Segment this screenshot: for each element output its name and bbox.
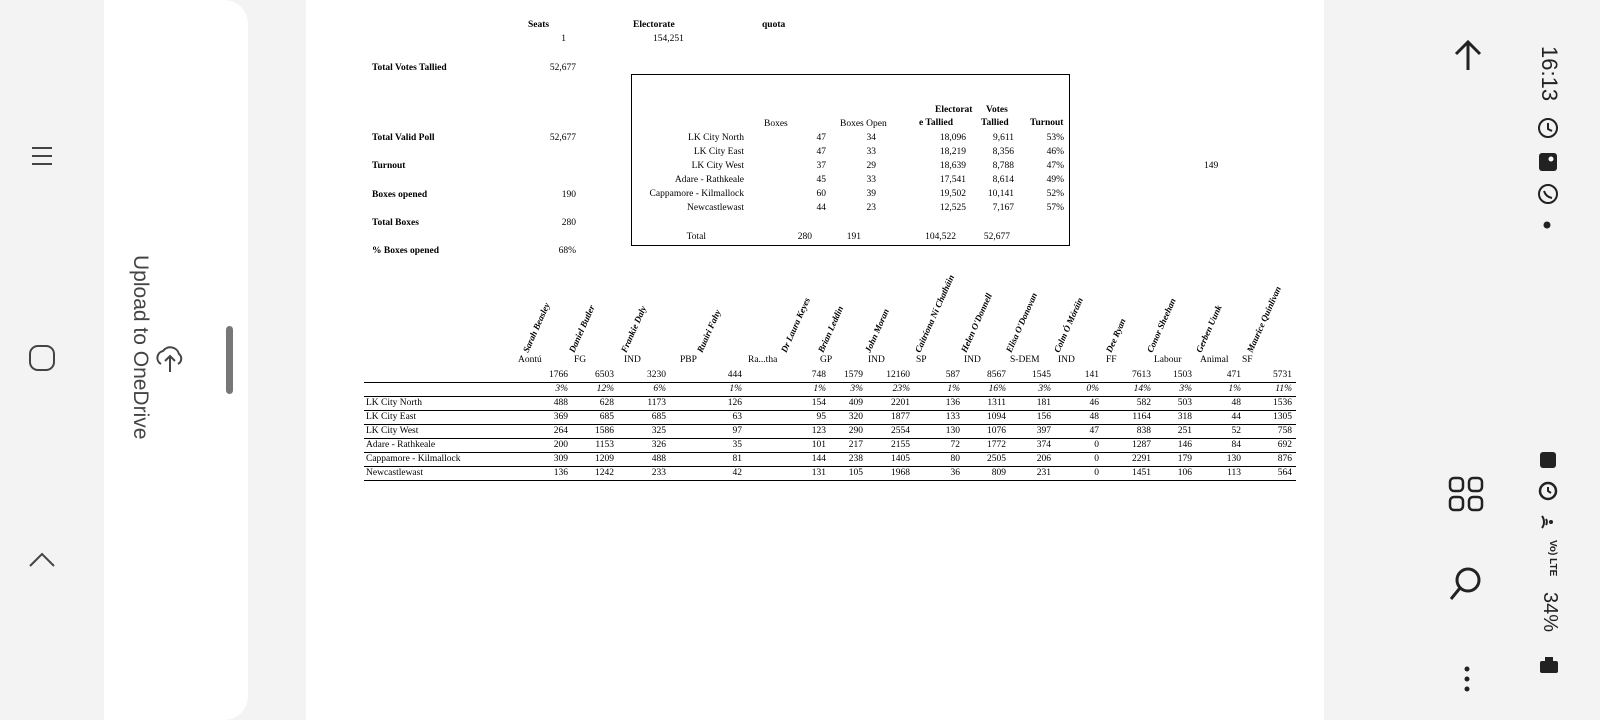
box-table-cell: 45 bbox=[816, 175, 826, 185]
clock: 16:13 bbox=[1537, 46, 1562, 102]
area-vote-cell: 46 bbox=[1089, 398, 1099, 408]
area-vote-cell: 44 bbox=[1231, 412, 1241, 422]
candidate-party: IND bbox=[624, 355, 641, 365]
area-vote-cell: 685 bbox=[651, 412, 666, 422]
candidate-pct: 0% bbox=[1086, 384, 1099, 394]
area-vote-cell: 1968 bbox=[891, 468, 910, 478]
area-label: LK City North bbox=[366, 398, 422, 408]
box-table-cell: 9,611 bbox=[992, 133, 1014, 143]
candidate-total: 6503 bbox=[595, 370, 614, 380]
area-vote-cell: 84 bbox=[1231, 440, 1241, 450]
search-icon[interactable] bbox=[1446, 564, 1486, 604]
total-boxes-label: Total Boxes bbox=[372, 218, 419, 228]
area-vote-cell: 1451 bbox=[1132, 468, 1151, 478]
area-vote-cell: 264 bbox=[553, 426, 568, 436]
candidate-name: Sarah Beasley bbox=[520, 301, 552, 354]
onedrive-label[interactable]: Upload to OneDrive bbox=[129, 255, 152, 440]
candidate-total: 1579 bbox=[844, 370, 863, 380]
box-table-cell: 53% bbox=[1046, 133, 1064, 143]
row-divider bbox=[364, 452, 1296, 453]
box-table-cell: 19,502 bbox=[939, 189, 966, 199]
alarm-icon bbox=[1536, 478, 1560, 502]
votes-tallied-header-2: Tallied bbox=[981, 118, 1009, 128]
box-table-cell: 47 bbox=[816, 133, 826, 143]
area-vote-cell: 97 bbox=[732, 426, 742, 436]
area-vote-cell: 488 bbox=[553, 398, 568, 408]
area-vote-cell: 1772 bbox=[987, 440, 1006, 450]
valid-poll-label: Total Valid Poll bbox=[372, 133, 435, 143]
row-divider bbox=[364, 480, 1296, 481]
area-vote-cell: 369 bbox=[553, 412, 568, 422]
area-vote-cell: 63 bbox=[732, 412, 742, 422]
candidate-total: 7613 bbox=[1132, 370, 1151, 380]
wifi-icon bbox=[1536, 510, 1560, 534]
menu-lines-icon bbox=[28, 142, 56, 170]
area-vote-cell: 409 bbox=[848, 398, 863, 408]
candidate-party: S-DEM bbox=[1010, 355, 1040, 365]
area-label: LK City East bbox=[366, 412, 417, 422]
area-vote-cell: 146 bbox=[1177, 440, 1192, 450]
area-vote-cell: 130 bbox=[945, 426, 960, 436]
candidate-pct: 3% bbox=[1179, 384, 1192, 394]
area-vote-cell: 397 bbox=[1036, 426, 1051, 436]
candidate-name: Helen O'Donnell bbox=[958, 291, 994, 354]
document-page bbox=[306, 0, 1324, 720]
box-table-cell: 34 bbox=[866, 133, 876, 143]
gallery-icon bbox=[1536, 150, 1560, 174]
box-table-cell: 8,788 bbox=[992, 161, 1014, 171]
box-table-cell: 33 bbox=[866, 175, 876, 185]
box-table-cell: 8,614 bbox=[992, 175, 1014, 185]
area-vote-cell: 35 bbox=[732, 440, 742, 450]
area-vote-cell: 2155 bbox=[891, 440, 910, 450]
area-vote-cell: 42 bbox=[732, 468, 742, 478]
candidate-party: SF bbox=[1242, 355, 1253, 365]
network-type: Vo) LTE bbox=[1547, 540, 1558, 577]
area-vote-cell: 758 bbox=[1277, 426, 1292, 436]
area-vote-cell: 217 bbox=[848, 440, 863, 450]
pct-boxes-value: 68% bbox=[558, 246, 576, 256]
candidate-pct: 3% bbox=[1038, 384, 1051, 394]
candidate-name: Colm Ó Móráin bbox=[1051, 296, 1086, 354]
area-vote-cell: 1153 bbox=[595, 440, 614, 450]
area-vote-cell: 1094 bbox=[987, 412, 1006, 422]
box-table-cell: 52% bbox=[1046, 189, 1064, 199]
candidate-party: Animal bbox=[1200, 355, 1229, 365]
box-table-cell: 33 bbox=[866, 147, 876, 157]
arrow-up-icon[interactable] bbox=[1448, 36, 1488, 76]
box-table-cell: 18,639 bbox=[939, 161, 966, 171]
area-vote-cell: 238 bbox=[848, 454, 863, 464]
area-vote-cell: 251 bbox=[1177, 426, 1192, 436]
area-vote-cell: 564 bbox=[1277, 468, 1292, 478]
candidate-pct: 1% bbox=[729, 384, 742, 394]
box-table-cell: 18,219 bbox=[939, 147, 966, 157]
area-vote-cell: 48 bbox=[1231, 398, 1241, 408]
candidate-name: Gerben Uunk bbox=[1193, 303, 1224, 354]
drag-handle[interactable] bbox=[226, 326, 233, 394]
area-vote-cell: 113 bbox=[1227, 468, 1241, 478]
area-vote-cell: 80 bbox=[950, 454, 960, 464]
box-total-cell: 52,677 bbox=[983, 232, 1010, 242]
area-vote-cell: 105 bbox=[848, 468, 863, 478]
total-votes-label: Total Votes Tallied bbox=[372, 63, 447, 73]
candidate-pct: 12% bbox=[596, 384, 614, 394]
candidate-pct: 1% bbox=[1228, 384, 1241, 394]
candidate-name: Brian Leddin bbox=[815, 304, 846, 354]
box-table-cell: 18,096 bbox=[939, 133, 966, 143]
candidate-total: 748 bbox=[811, 370, 826, 380]
row-divider bbox=[364, 466, 1296, 467]
area-vote-cell: 81 bbox=[732, 454, 742, 464]
area-vote-cell: 2554 bbox=[891, 426, 910, 436]
box-table-cell: 60 bbox=[816, 189, 826, 199]
candidate-total: 1545 bbox=[1032, 370, 1051, 380]
box-area-name: LK City West bbox=[691, 161, 744, 171]
candidate-party: PBP bbox=[680, 355, 697, 365]
area-vote-cell: 628 bbox=[599, 398, 614, 408]
votes-tallied-header: Votes bbox=[986, 105, 1008, 115]
area-vote-cell: 320 bbox=[848, 412, 863, 422]
seats-value: 1 bbox=[561, 34, 566, 44]
box-table-cell: 10,141 bbox=[987, 189, 1014, 199]
box-area-name: LK City East bbox=[693, 147, 744, 157]
area-vote-cell: 290 bbox=[848, 426, 863, 436]
candidate-total: 8567 bbox=[987, 370, 1006, 380]
box-table-cell: 57% bbox=[1046, 203, 1064, 213]
candidate-pct: 6% bbox=[653, 384, 666, 394]
box-table-cell: 47 bbox=[816, 147, 826, 157]
box-table-cell: 44 bbox=[816, 203, 826, 213]
candidate-pct: 1% bbox=[813, 384, 826, 394]
box-table-cell: 12,525 bbox=[939, 203, 966, 213]
boxes-opened-label: Boxes opened bbox=[372, 190, 428, 200]
candidate-name: Conor Sheehan bbox=[1144, 296, 1178, 354]
candidate-party: IND bbox=[1058, 355, 1075, 365]
box-table-cell: 7,167 bbox=[992, 203, 1014, 213]
candidate-name: Dee Ryan bbox=[1103, 316, 1128, 354]
area-vote-cell: 503 bbox=[1177, 398, 1192, 408]
more-options-icon[interactable] bbox=[1460, 664, 1474, 694]
area-vote-cell: 1877 bbox=[891, 412, 910, 422]
area-vote-cell: 1164 bbox=[1132, 412, 1151, 422]
candidate-name: Ruairi Fahy bbox=[694, 308, 723, 354]
area-vote-cell: 48 bbox=[1089, 412, 1099, 422]
area-vote-cell: 0 bbox=[1094, 454, 1099, 464]
candidate-pct: 3% bbox=[555, 384, 568, 394]
box-table-cell: 23 bbox=[866, 203, 876, 213]
candidate-total: 444 bbox=[727, 370, 742, 380]
candidate-party: FF bbox=[1106, 355, 1117, 365]
area-vote-cell: 1586 bbox=[595, 426, 614, 436]
home-square-icon bbox=[26, 342, 58, 374]
candidate-party: FG bbox=[574, 355, 587, 365]
area-vote-cell: 318 bbox=[1177, 412, 1192, 422]
area-vote-cell: 374 bbox=[1036, 440, 1051, 450]
candidate-name: Daniel Butler bbox=[566, 303, 597, 354]
area-vote-cell: 206 bbox=[1036, 454, 1051, 464]
candidate-total: 12160 bbox=[886, 370, 910, 380]
area-vote-cell: 101 bbox=[811, 440, 826, 450]
area-vote-cell: 1405 bbox=[891, 454, 910, 464]
boxes-opened-value: 190 bbox=[561, 190, 576, 200]
area-vote-cell: 231 bbox=[1036, 468, 1051, 478]
area-vote-cell: 144 bbox=[811, 454, 826, 464]
box-table-cell: 46% bbox=[1046, 147, 1064, 157]
home-button[interactable] bbox=[22, 338, 62, 378]
area-vote-cell: 130 bbox=[1226, 454, 1241, 464]
area-vote-cell: 136 bbox=[945, 398, 960, 408]
cloud-upload-icon[interactable] bbox=[152, 340, 188, 376]
area-vote-cell: 488 bbox=[651, 454, 666, 464]
candidate-name: Frankie Daly bbox=[618, 304, 649, 354]
area-vote-cell: 692 bbox=[1277, 440, 1292, 450]
area-vote-cell: 1305 bbox=[1273, 412, 1292, 422]
box-table-cell: 8,356 bbox=[992, 147, 1014, 157]
candidate-total: 1766 bbox=[549, 370, 568, 380]
area-vote-cell: 181 bbox=[1036, 398, 1051, 408]
area-vote-cell: 876 bbox=[1277, 454, 1292, 464]
area-vote-cell: 1242 bbox=[595, 468, 614, 478]
total-boxes-value: 280 bbox=[561, 218, 576, 228]
table-top-line bbox=[364, 382, 1296, 383]
box-table-cell: 39 bbox=[866, 189, 876, 199]
chevron-up-icon bbox=[26, 544, 58, 576]
sync-icon bbox=[1536, 116, 1560, 140]
area-vote-cell: 123 bbox=[811, 426, 826, 436]
area-vote-cell: 0 bbox=[1094, 468, 1099, 478]
electorate-value: 154,251 bbox=[653, 34, 684, 44]
side-number: 149 bbox=[1204, 161, 1219, 171]
candidate-pct: 23% bbox=[892, 384, 910, 394]
candidate-total: 141 bbox=[1084, 370, 1099, 380]
grid-icon[interactable] bbox=[1446, 474, 1486, 514]
area-vote-cell: 72 bbox=[950, 440, 960, 450]
quota-label: quota bbox=[762, 20, 786, 30]
area-vote-cell: 1076 bbox=[987, 426, 1006, 436]
candidate-pct: 11% bbox=[1275, 384, 1292, 394]
area-vote-cell: 154 bbox=[811, 398, 826, 408]
area-vote-cell: 156 bbox=[1036, 412, 1051, 422]
electorate-label: Electorate bbox=[633, 20, 675, 30]
back-button[interactable] bbox=[22, 540, 62, 580]
area-vote-cell: 126 bbox=[727, 398, 742, 408]
candidate-name: Dr Laura Keyes bbox=[778, 296, 812, 354]
table-top-line bbox=[364, 396, 1296, 397]
valid-poll-value: 52,677 bbox=[549, 133, 576, 143]
candidate-party: SP bbox=[916, 355, 927, 365]
area-vote-cell: 1173 bbox=[647, 398, 666, 408]
area-vote-cell: 1287 bbox=[1132, 440, 1151, 450]
box-area-name: Newcastlewast bbox=[687, 203, 744, 213]
area-vote-cell: 1311 bbox=[987, 398, 1006, 408]
box-total-cell: 104,522 bbox=[925, 232, 956, 242]
area-label: LK City West bbox=[366, 426, 419, 436]
area-vote-cell: 582 bbox=[1136, 398, 1151, 408]
battery-percent: 34% bbox=[1539, 592, 1561, 633]
box-area-name: Cappamore - Kilmallock bbox=[649, 189, 744, 199]
area-vote-cell: 95 bbox=[816, 412, 826, 422]
area-vote-cell: 106 bbox=[1177, 468, 1192, 478]
box-table-cell: 47% bbox=[1046, 161, 1064, 171]
turnout-header: Turnout bbox=[1030, 118, 1064, 128]
box-total-cell: 280 bbox=[797, 232, 812, 242]
right-action-bar bbox=[1424, 0, 1600, 720]
candidate-total: 3230 bbox=[647, 370, 666, 380]
total-votes-value: 52,677 bbox=[549, 63, 576, 73]
area-vote-cell: 52 bbox=[1231, 426, 1241, 436]
area-vote-cell: 200 bbox=[553, 440, 568, 450]
nfc-icon bbox=[1536, 448, 1560, 472]
area-vote-cell: 309 bbox=[553, 454, 568, 464]
area-vote-cell: 131 bbox=[811, 468, 826, 478]
candidate-party: Aontú bbox=[518, 355, 542, 365]
electorate-tallied-header-2: e Tallied bbox=[919, 118, 954, 128]
boxes-summary-box bbox=[631, 74, 1070, 246]
candidate-total: 471 bbox=[1226, 370, 1241, 380]
area-vote-cell: 36 bbox=[950, 468, 960, 478]
area-vote-cell: 133 bbox=[945, 412, 960, 422]
box-table-cell: 49% bbox=[1046, 175, 1064, 185]
candidate-party: IND bbox=[868, 355, 885, 365]
recent-apps-button[interactable] bbox=[22, 136, 62, 176]
candidate-name: Maurice Quinlivan bbox=[1244, 284, 1283, 354]
area-label: Newcastlewast bbox=[366, 468, 423, 478]
candidate-party: IND bbox=[964, 355, 981, 365]
candidate-pct: 14% bbox=[1133, 384, 1151, 394]
system-nav-bar bbox=[0, 0, 104, 720]
boxes-header: Boxes bbox=[764, 119, 788, 129]
area-vote-cell: 2505 bbox=[987, 454, 1006, 464]
notification-dot-icon bbox=[1542, 220, 1552, 230]
box-table-cell: 17,541 bbox=[939, 175, 966, 185]
row-divider bbox=[364, 438, 1296, 439]
candidate-pct: 3% bbox=[850, 384, 863, 394]
area-label: Cappamore - Kilmallock bbox=[366, 454, 461, 464]
area-vote-cell: 2291 bbox=[1132, 454, 1151, 464]
box-total-cell: 191 bbox=[846, 232, 861, 242]
candidate-name: Elisa O'Donovan bbox=[1003, 291, 1040, 354]
box-area-name: LK City North bbox=[688, 133, 744, 143]
area-label: Adare - Rathkeale bbox=[366, 440, 436, 450]
row-divider bbox=[364, 424, 1296, 425]
pct-boxes-label: % Boxes opened bbox=[372, 246, 440, 256]
area-vote-cell: 809 bbox=[991, 468, 1006, 478]
candidate-name: John Moran bbox=[862, 307, 892, 354]
box-area-name: Adare - Rathkeale bbox=[674, 175, 744, 185]
candidate-party: GP bbox=[820, 355, 833, 365]
candidate-total: 5731 bbox=[1273, 370, 1292, 380]
area-vote-cell: 0 bbox=[1094, 440, 1099, 450]
whatsapp-icon bbox=[1536, 182, 1560, 206]
area-vote-cell: 2201 bbox=[891, 398, 910, 408]
area-vote-cell: 1536 bbox=[1273, 398, 1292, 408]
row-divider bbox=[364, 410, 1296, 411]
electorate-tallied-header: Electorat bbox=[935, 105, 973, 115]
box-table-cell: 29 bbox=[866, 161, 876, 171]
area-vote-cell: 47 bbox=[1089, 426, 1099, 436]
candidate-pct: 1% bbox=[947, 384, 960, 394]
area-vote-cell: 179 bbox=[1177, 454, 1192, 464]
seats-label: Seats bbox=[528, 20, 550, 30]
area-vote-cell: 838 bbox=[1136, 426, 1151, 436]
area-vote-cell: 1209 bbox=[595, 454, 614, 464]
battery-icon bbox=[1538, 656, 1560, 676]
boxes-open-header: Boxes Open bbox=[840, 119, 887, 129]
turnout-label: Turnout bbox=[372, 161, 406, 171]
area-vote-cell: 233 bbox=[651, 468, 666, 478]
candidate-total: 1503 bbox=[1173, 370, 1192, 380]
area-vote-cell: 326 bbox=[651, 440, 666, 450]
box-table-cell: 37 bbox=[816, 161, 826, 171]
candidate-party: Ra...tha bbox=[748, 355, 778, 365]
area-vote-cell: 325 bbox=[651, 426, 666, 436]
candidate-party: Labour bbox=[1154, 355, 1182, 365]
box-total-label: Total bbox=[686, 232, 706, 242]
candidate-total: 587 bbox=[945, 370, 960, 380]
area-vote-cell: 136 bbox=[553, 468, 568, 478]
candidate-name: Caitríona Ní Chatháin bbox=[912, 273, 957, 354]
area-vote-cell: 685 bbox=[599, 412, 614, 422]
candidate-pct: 16% bbox=[988, 384, 1006, 394]
